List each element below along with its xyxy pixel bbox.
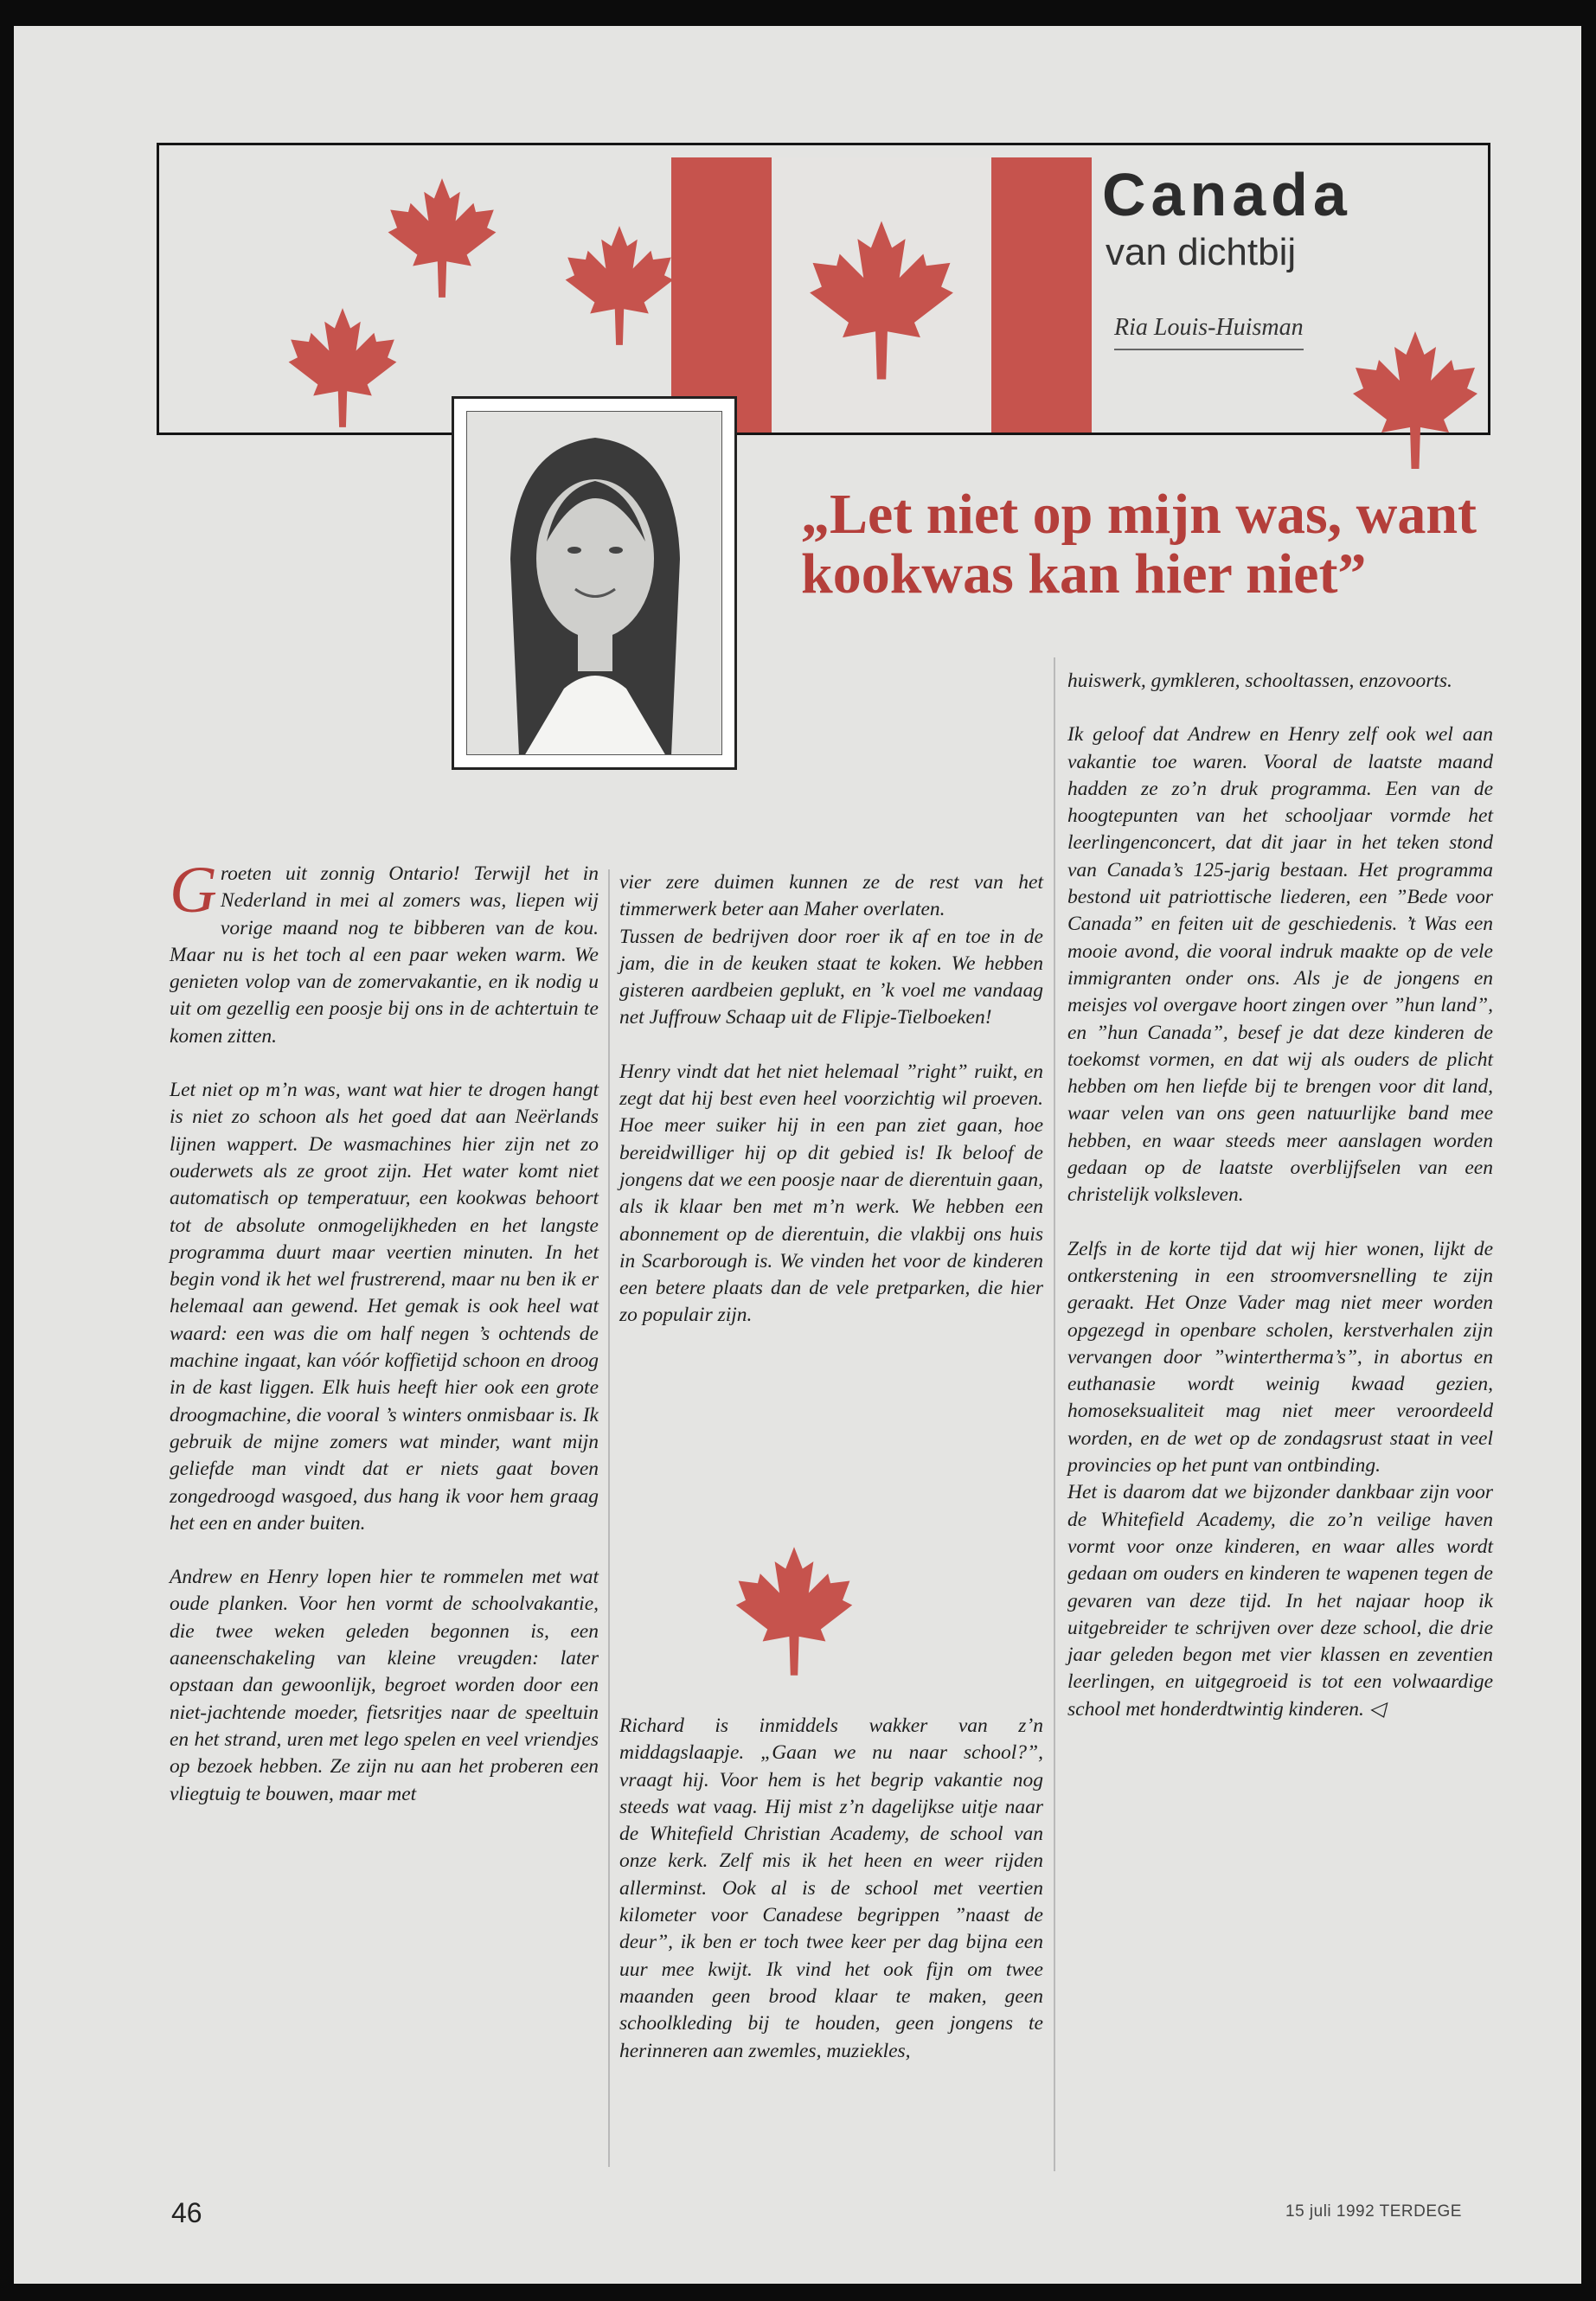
paragraph bbox=[170, 854, 599, 1050]
paragraph: Richard is inmiddels wakker van z’n middagslaapje. „Gaan we nu naar school?”, vraagt hij. Voor hem is het begrip vakantie nog steeds wat vaag. Hij mist z’n dagelijkse uitje naar de Whitefield Christian Academy, de school van onze kerk. Zelf mis ik het heen en weer rijden allerminst. Ook al is de school met veertien kilometer voor Canadese begrippen ”naast de deur”, ik ben er toch twee keer per dag bijna een uur mee kwijt. Ik vind het ook fijn om twee maanden geen brood klaar te maken, geen schoolkleding bij te houden, geen jongens te herinneren aan zwemles, muziekles, bbox=[619, 1715, 1043, 2062]
paragraph: Zelfs in de korte tijd dat wij hier wonen, lijkt de ontkerstening in een stroomversnelling te zijn geraakt. Het Onze Vader mag niet meer worden opgezegd in openbare scholen, kerstverhalen zijn vervangen door ”wintertherma’s”, in abortus en euthanasie wordt weinig kwaad gezien, homoseksualiteit mag niet meer veroordeeld worden, en de wet op de zondagsrust staat in veel provincies op het punt van ontbinding. Het is daarom dat we bijzonder dankbaar zijn voor de Whitefield Academy, die zo’n veilige haven vormt voor onze kinderen, en waar alles wordt gedaan om ouders en kinderen te wapenen tegen de gevaren van deze tijd. In het najaar hoop ik uitgebreider te schrijven over deze school, die drie jaar geleden begon met vier klassen en zeventien leerlingen, en uitgegroeid is tot een volwaardige school met honderdtwintig kinderen. ◁ bbox=[1067, 1237, 1493, 1721]
magazine-page bbox=[14, 26, 1581, 2284]
paragraph-text: roeten uit zonnig Ontario! Terwijl het in Nederland in mei al zomers was, liepen wij vorige maand nog te bibberen van de kou. Maar nu is het toch al een paar weken warm. We genieten volop van de zomervakantie, en ik nodig u uit om gezellig een poosje bij ons in de achtertuin te komen zitten. bbox=[170, 862, 599, 1048]
drop-cap: G bbox=[170, 854, 217, 926]
article-column-2-continued bbox=[619, 1713, 1043, 2065]
maple-leaf-icon bbox=[805, 218, 958, 382]
maple-leaf-icon bbox=[563, 221, 676, 350]
issue-date: 15 juli 1992 TERDEGE bbox=[1285, 2202, 1462, 2221]
page-number: 46 bbox=[171, 2197, 202, 2228]
maple-leaf-icon bbox=[734, 1544, 855, 1678]
article-column-1 bbox=[170, 854, 599, 1808]
author-byline: Ria Louis-Huisman bbox=[1114, 316, 1304, 350]
column-subtitle: van dichtbij bbox=[1106, 231, 1297, 273]
paragraph: Let niet op m’n was, want wat hier te drogen hangt is niet zo schoon als het goed dat aan Neërlands lijnen wappert. De wasmachines hier zijn net zo ouderwets als ze groot zijn. Het water komt niet automatisch op temperatuur, een kookwas behoort tot de absolute onmogelijkheden en het langste programma duurt maar veertien minuten. In het begin vond ik het wel frustrerend, maar nu ben ik er helemaal aan gewend. Het gemak is ook heel wat waard: een was die om half negen ’s ochtends de machine ingaat, kan vóór koffietijd schoon en droog in de kast liggen. Elk huis heeft hier ook een grote droogmachine, die vooral ’s winters onmisbaar is. Ik gebruik de mijne zomers wat minder, want mijn geliefde man vindt dat er niets gaat boven zongedroogd wasgoed, dus hang ik voor hem graag het een en ander buiten. bbox=[170, 1079, 599, 1535]
article-column-3 bbox=[1067, 668, 1493, 1723]
column-title: Canada bbox=[1102, 161, 1352, 228]
maple-leaf-icon bbox=[386, 173, 498, 303]
article-column-2 bbox=[619, 869, 1043, 1330]
column-divider bbox=[1054, 657, 1055, 2171]
paragraph: Andrew en Henry lopen hier te rommelen met wat oude planken. Voor hen vormt de schoolvakantie, die twee weken geleden begonnen is, een aaneenschakeling van kleine vreugden: later opstaan dan gewoonlijk, begroet worden door een niet-jachtende moeder, fietsritjes naar de speeltuin en het strand, uren met lego spelen en veel vriendjes op bezoek hebben. Ze zijn nu aan het proberen een vliegtuig te bouwen, maar met bbox=[170, 1566, 599, 1805]
maple-leaf-icon bbox=[1350, 329, 1480, 471]
author-photo bbox=[452, 396, 737, 770]
portrait-image bbox=[467, 412, 722, 755]
canadian-flag bbox=[671, 157, 1092, 433]
maple-leaf-icon bbox=[286, 303, 399, 433]
paragraph: Henry vindt dat het niet helemaal ”right” ruikt, en zegt dat hij best even heel voorzichtig wil proeven. Hoe meer suiker hij in een pan ziet gaan, hoe bereidwilliger hij op dit gebied is! Ik beloof de jongens dat we een poosje naar de dierentuin gaan, als ik klaar ben met m’n werk. We hebben een abonnement op de dierentuin, die vlakbij ons huis in Scarborough is. We vinden het voor de kinderen een betere plaats dan de vele pretparken, die hier zo populair zijn. bbox=[619, 1060, 1043, 1327]
paragraph: huiswerk, gymkleren, schooltassen, enzovoorts. bbox=[1067, 670, 1452, 692]
paragraph: Ik geloof dat Andrew en Henry zelf ook wel aan vakantie toe waren. Vooral de laatste maand hadden ze zo’n druk programma. Een van de hoogtepunten van het schooljaar vormde het leerlingenconcert, dat dit jaar in het teken stond van Canada’s 125-jarig bestaan. Het programma bestond uit patriottische liederen, een ”Bede voor Canada” en feiten uit de geschiedenis. ’t Was een mooie avond, die vooral indruk maakte op de vele immigranten onder ons. Als je de jongens en meisjes vol overgave hoort zingen over ”hun land”, en ”hun Canada”, besef je dat deze kinderen de toekomst vormen, en dat wij als ouders de plicht hebben om hen liefde bij te brengen voor dit land, waar velen van ons geen natuurlijke band mee hebben, en waar steeds meer aanslagen worden gedaan op de laatste overblijfselen van een christelijk volksleven. bbox=[1067, 723, 1493, 1207]
article-headline: „Let niet op mijn was, want kookwas kan hier niet” bbox=[801, 483, 1477, 606]
column-divider bbox=[608, 869, 610, 2167]
paragraph: vier zere duimen kunnen ze de rest van het timmerwerk beter aan Maher overlaten. Tussen de bedrijven door roer ik af en toe in de jam, die in de keuken staat te koken. We hebben gisteren aardbeien geplukt, en ’k voel me vandaag net Juffrouw Schaap uit de Flipje-Tielboeken! bbox=[619, 871, 1043, 1029]
